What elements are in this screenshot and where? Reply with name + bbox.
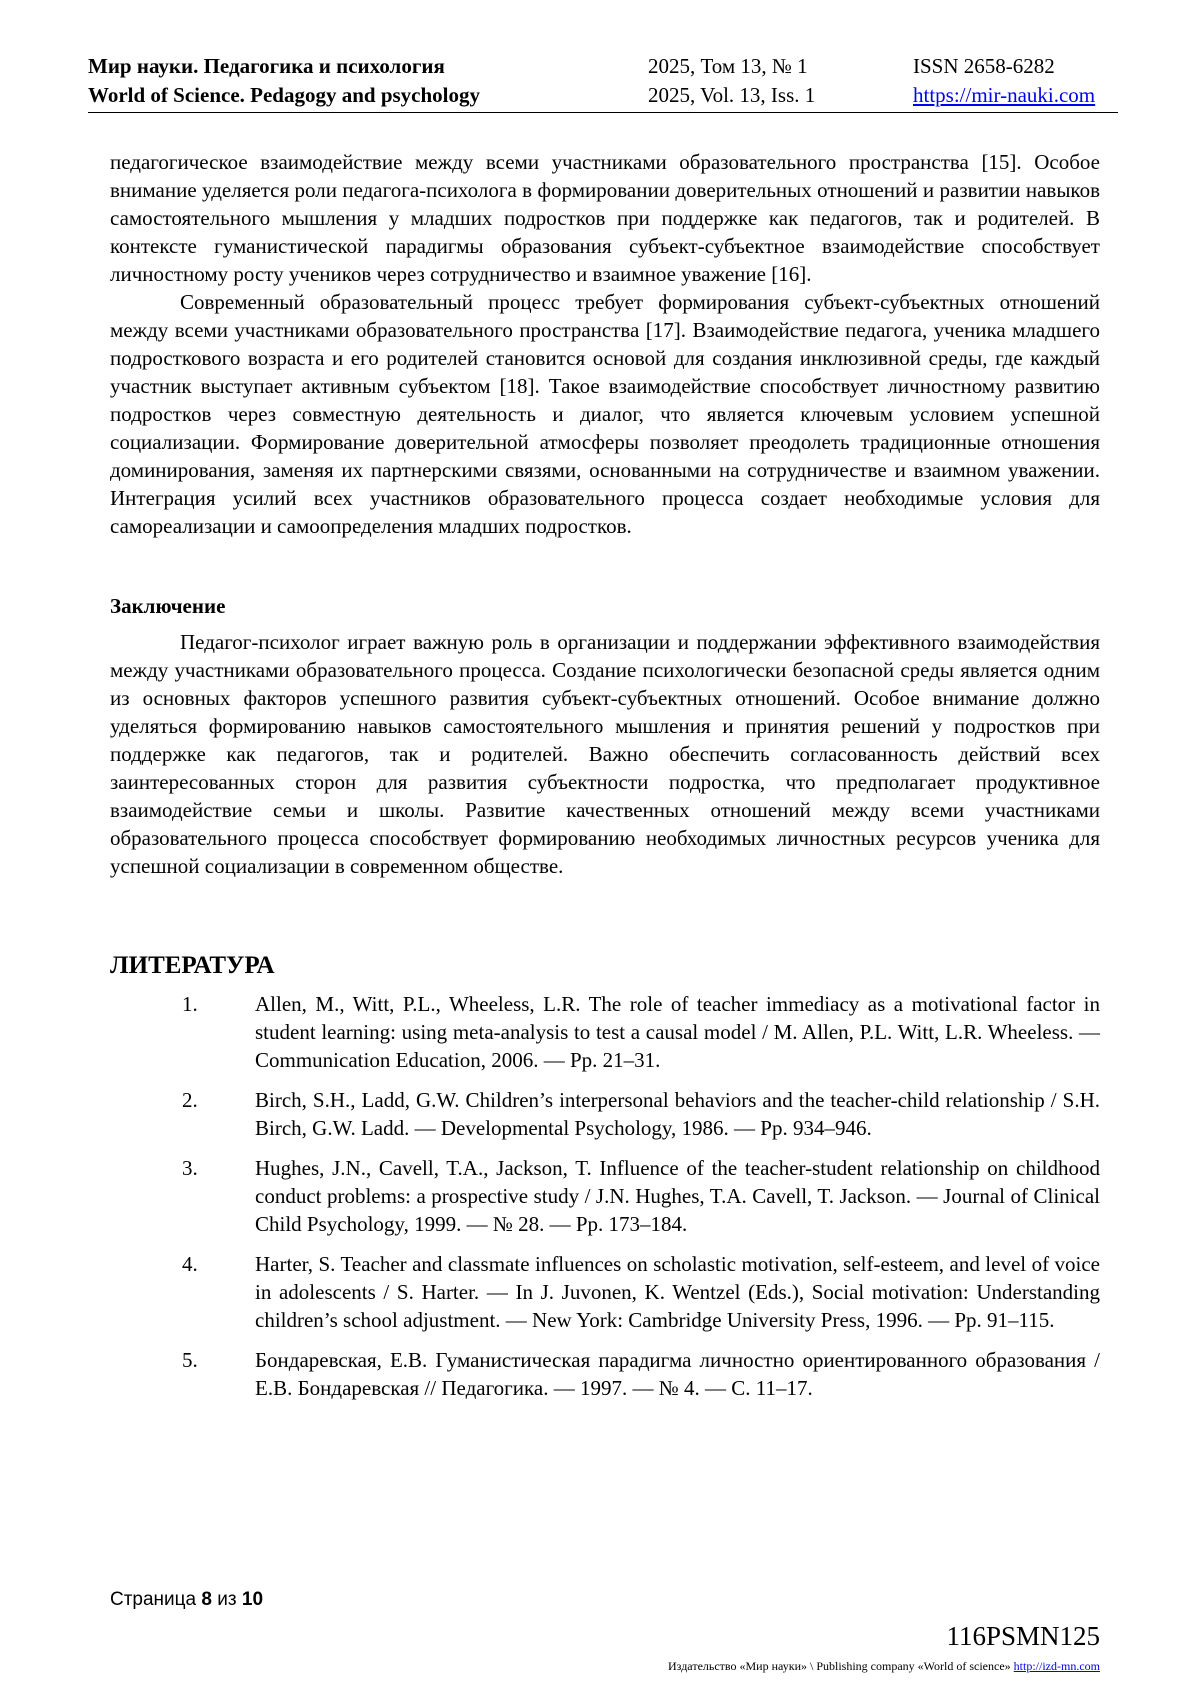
- reference-list: [110, 990, 1100, 1402]
- article-code: 116PSMN125: [946, 1621, 1100, 1651]
- reference-item: [110, 1346, 1100, 1402]
- reference-item: [110, 1250, 1100, 1334]
- reference-number: 1.: [182, 992, 198, 1016]
- conclusion-paragraph: Педагог-психолог играет важную роль в организации и поддержании эффективного взаимодействия между участниками образовательного процесса. Создание психологически безопасной среды является одним из основных факторов успешного развития субъект-субъектных отношений. Особое внимание должно уделяться формированию навыков самостоятельного мышления и принятия решений у подростков при поддержке как педагогов, так и родителей. Важно обеспечить согласованность действий всех заинтересованных сторон для развития субъектности подростка, что предполагает продуктивное взаимодействие семьи и школы. Развитие качественных отношений между всеми участниками образовательного процесса способствует формированию необходимых личностных ресурсов ученика для успешной социализации в современном обществе.: [110, 630, 1100, 878]
- issue-info: [648, 52, 815, 110]
- reference-item: [110, 990, 1100, 1074]
- journal-header: [88, 52, 1118, 113]
- page-of: из: [217, 1589, 237, 1610]
- reference-text: Allen, M., Witt, P.L., Wheeless, L.R. The role of teacher immediacy as a motivational factor in student learning: using meta-analysis to test a causal model / M. Allen, P.L. Witt, L.R. Wheeless. — Communication Education, 2006. — Pp. 21–31.: [255, 992, 1100, 1072]
- journal-title-en: World of Science. Pedagogy and psychology: [88, 83, 481, 107]
- page-total: 10: [241, 1589, 264, 1610]
- reference-item: [110, 1086, 1100, 1142]
- publisher-line: [668, 1659, 1100, 1674]
- reference-text: Hughes, J.N., Cavell, T.A., Jackson, T. Influence of the teacher-student relationship on childhood conduct problems: a prospective study / J.N. Hughes, T.A. Cavell, T. Jackson. — Journal of Clinical Child Psychology, 1999. — № 28. — Pp. 173–184.: [255, 1156, 1100, 1236]
- paragraph-continuation: педагогическое взаимодействие между всеми участниками образовательного пространства [15]. Особое внимание уделяется роли педагога-психолога в формировании доверительных отношений и развитии навыков самостоятельного мышления у младших подростков при поддержке как педагогов, так и родителей. В контексте гуманистической парадигмы образования субъект-субъектное взаимодействие способствует личностному росту учеников через сотрудничество и взаимное уважение [16].: [110, 150, 1100, 286]
- article-body: [110, 148, 1100, 1414]
- conclusion-heading: Заключение: [110, 594, 226, 618]
- publisher-text: Издательство «Мир науки» \ Publishing company «World of science»: [668, 1659, 1011, 1673]
- reference-item: [110, 1154, 1100, 1238]
- page-label: Страница: [110, 1589, 197, 1610]
- reference-text: Birch, S.H., Ladd, G.W. Children’s interpersonal behaviors and the teacher-child relationship / S.H. Birch, G.W. Ladd. — Developmental Psychology, 1986. — Pp. 934–946.: [255, 1088, 1100, 1140]
- issue-en: 2025, Vol. 13, Iss. 1: [648, 83, 816, 107]
- literature-heading: ЛИТЕРАТУРА: [110, 952, 275, 979]
- paragraph-main: Современный образовательный процесс требует формирования субъект-субъектных отношений между всеми участниками образовательного пространства [17]. Взаимодействие педагога, ученика младшего подросткового возраста и его родителей становится основой для создания инклюзивной среды, где каждый участник выступает активным субъектом [18]. Такое взаимодействие способствует личностному развитию подростков через совместную деятельность и диалог, что является ключевым условием успешной социализации. Формирование доверительной атмосферы позволяет преодолеть традиционные отношения доминирования, заменяя их партнерскими связями, основанными на сотрудничестве и взаимном уважении. Интеграция усилий всех участников образовательного процесса создает необходимые условия для самореализации и самоопределения младших подростков.: [110, 290, 1100, 538]
- reference-text: Harter, S. Teacher and classmate influences on scholastic motivation, self-esteem, and level of voice in adolescents / S. Harter. — In J. Juvonen, K. Wentzel (Eds.), Social motivation: Understanding children’s school adjustment. — New York: Cambridge University Press, 1996. — Pp. 91–115.: [255, 1252, 1100, 1332]
- reference-text: Бондаревская, Е.В. Гуманистическая парадигма личностно ориентированного образования / Е.В. Бондаревская // Педагогика. — 1997. — № 4. — С. 11–17.: [255, 1348, 1100, 1400]
- issn-block: [913, 52, 1095, 110]
- journal-url-link[interactable]: https://mir-nauki.com: [913, 83, 1096, 107]
- issn: ISSN 2658-6282: [913, 54, 1055, 78]
- publisher-link[interactable]: http://izd-mn.com: [1013, 1659, 1100, 1673]
- journal-title: [88, 52, 480, 110]
- reference-number: 3.: [182, 1156, 198, 1180]
- issue-ru: 2025, Том 13, № 1: [648, 54, 808, 78]
- page-current: 8: [201, 1589, 212, 1610]
- journal-title-ru: Мир науки. Педагогика и психология: [88, 54, 445, 78]
- reference-number: 5.: [182, 1348, 198, 1372]
- page-number: [110, 1589, 263, 1611]
- reference-number: 2.: [182, 1088, 198, 1112]
- reference-number: 4.: [182, 1252, 198, 1276]
